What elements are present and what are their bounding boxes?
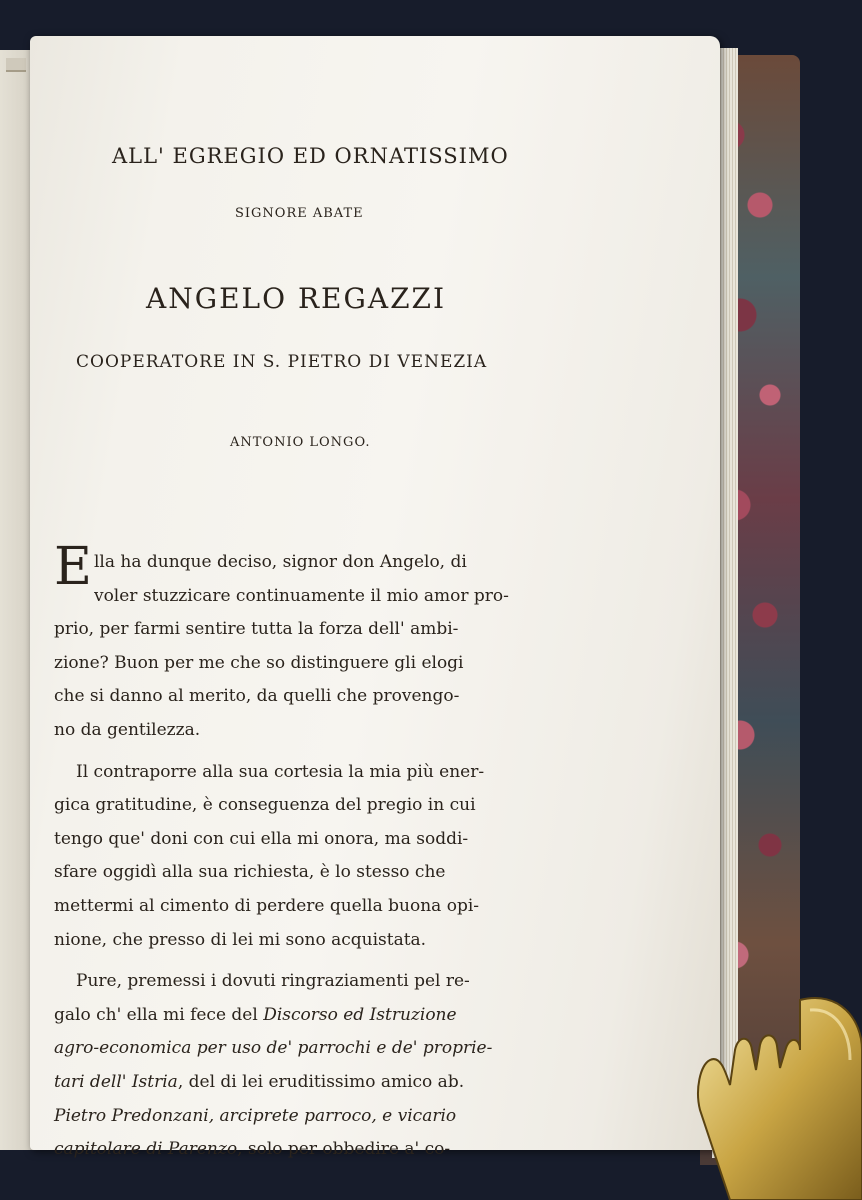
dedication-line-2: SIGNORE ABATE <box>235 206 364 221</box>
text-line: lla ha dunque deciso, signor don Angelo, di <box>93 552 467 572</box>
text-line: nione, che presso di lei mi sono acquistata. <box>54 929 427 950</box>
text-line <box>54 1133 554 1167</box>
paragraph-1-opening <box>54 537 554 613</box>
text-line: voler stuzzicare continuamente il mio amor pro- <box>93 585 509 606</box>
book-title-italic: Discorso ed Istruzione <box>263 1004 457 1025</box>
dedicatee-name: ANGELO REGAZZI <box>146 282 447 315</box>
text-line: tengo que' doni con cui ella mi onora, ma soddi- <box>54 828 469 849</box>
text-line: no da gentilezza. <box>54 719 201 740</box>
book-page <box>30 36 720 1160</box>
text-line <box>54 1066 554 1100</box>
text-line: mettermi al cimento di perdere quella buona opi- <box>54 895 480 916</box>
brass-hand-page-holder <box>690 990 862 1200</box>
book-title-italic: agro-economica per uso de' parrochi e de' proprie- <box>54 1038 493 1059</box>
drop-cap: E <box>54 537 92 597</box>
text-span: , del di lei eruditissimo amico ab. <box>177 1071 465 1092</box>
person-name-italic: Pietro Predonzani, arciprete parroco, e vicario <box>54 1105 457 1126</box>
text-line: prio, per farmi sentire tutta la forza dell' ambi- <box>54 619 459 640</box>
text-line: gica gratitudine, è conseguenza del pregio in cui <box>54 795 476 816</box>
text-line: sfare oggidì alla sua richiesta, è lo stesso che <box>54 862 446 883</box>
text-line <box>54 999 554 1033</box>
author-name: ANTONIO LONGO. <box>230 435 371 450</box>
text-span: galo ch' ella mi fece del <box>54 1004 264 1025</box>
text-line <box>54 1032 554 1066</box>
place-name-italic: capitolare di Parenzo <box>54 1139 238 1160</box>
book-title-italic: tari dell' Istria <box>54 1071 178 1092</box>
text-line: Pure, premessi i dovuti ringraziamenti pel re- <box>76 971 470 992</box>
dedicatee-role: COOPERATORE IN S. PIETRO DI VENEZIA <box>76 352 488 372</box>
text-line: zione? Buon per me che so distinguere gli elogi <box>54 652 464 673</box>
text-span: , solo per obbedire a' co- <box>237 1139 451 1160</box>
letter-body <box>54 537 554 1167</box>
dedication-line-1: ALL' EGREGIO ED ORNATISSIMO <box>112 144 509 168</box>
text-line: Il contraporre alla sua cortesia la mia più ener- <box>76 761 485 782</box>
text-line: che si danno al merito, da quelli che provengo- <box>54 686 460 707</box>
text-line <box>54 1100 554 1134</box>
